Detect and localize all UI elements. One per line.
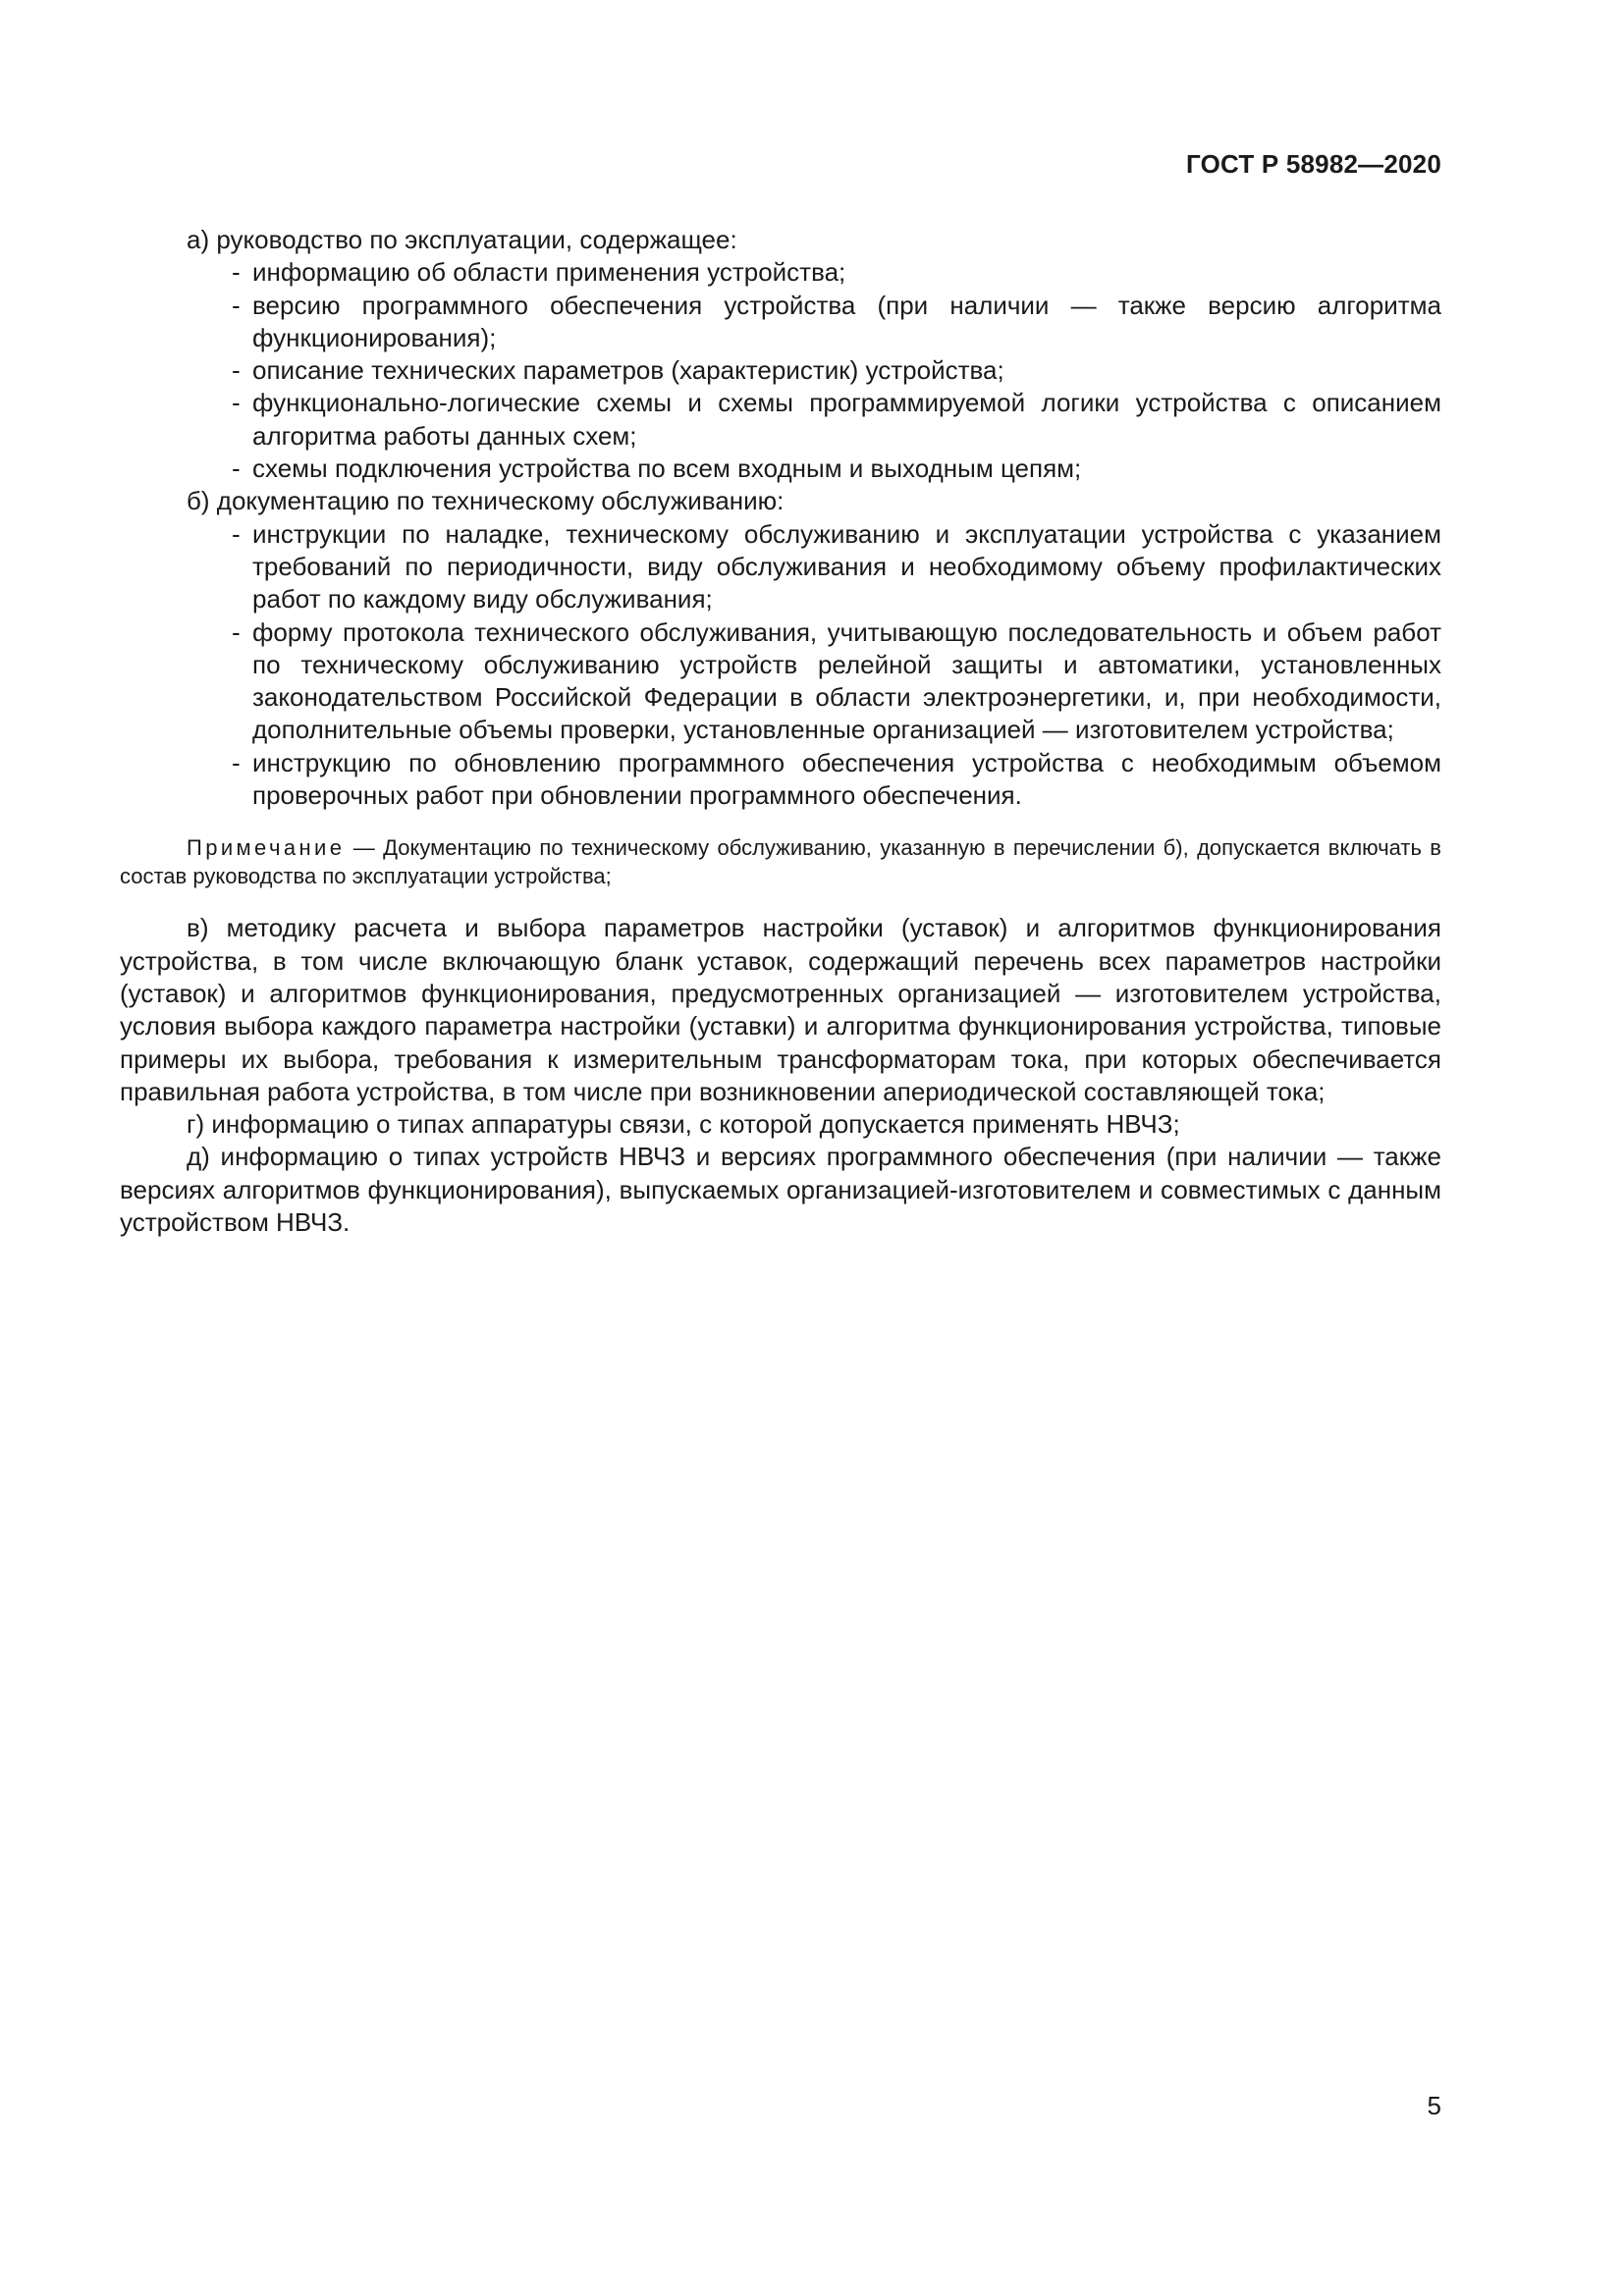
list-item-text: инструкцию по обновлению программного обеспечения устройства с необходимым объемом проверочных работ при обновлении программного обеспечения. [252,747,1441,811]
list-item-text: версию программного обеспечения устройства (при наличии — также версию алгоритма функционирования); [252,290,1441,352]
paragraph-v: в) методику расчета и выбора параметров настройки (уставок) и алгоритмов функционирования устройства, в том числе включающую бланк уставок, содержащий перечень всех параметров настройки (уставок) и алгоритмов функционирования, предусмотренных организацией — изготовителем устройства, условия выбора каждого параметра настройки (уставки) и алгоритма функционирования устройства, типовые примеры их выбора, требования к измерительным трансформаторам тока, при которых обеспечивается правильная работа устройства, в том числе при возникновении апериодической составляющей тока; [120,913,1441,1106]
page-number: 5 [1427,2091,1441,2120]
list-item [120,290,1441,355]
dash-marker: - [232,355,241,386]
list-item [120,354,1441,387]
list-item [120,453,1441,485]
document-header-standard-code: ГОСТ Р 58982—2020 [1186,149,1441,179]
dash-marker: - [232,257,241,288]
list-item [120,747,1441,813]
dash-marker: - [232,290,241,320]
dash-marker: - [232,388,241,418]
note [120,833,1441,890]
document-body [120,224,1441,1239]
note-text: — Документацию по техническому обслуживанию, указанную в перечислении б), допускается включать в состав руководства по эксплуатации устройства; [120,835,1441,889]
section-a [120,224,1441,485]
list-item-text: инструкции по наладке, техническому обслуживанию и эксплуатации устройства с указанием требований по периодичности, виду обслуживания и необходимому объему профилактических работ по каждому виду обслуживания; [252,518,1441,614]
paragraph-d: д) информацию о типах устройств НВЧЗ и версиях программного обеспечения (при наличии — также версиях алгоритмов функционирования), выпускаемых организацией-изготовителем и совместимых с данным устройством НВЧЗ. [120,1142,1441,1238]
section-a-heading: а) руководство по эксплуатации, содержащее: [187,225,737,254]
note-label: Примечание [187,835,346,861]
list-item [120,387,1441,453]
section-b [120,485,1441,812]
list-item-text: функционально-логические схемы и схемы программируемой логики устройства с описанием алгоритма работы данных схем; [252,388,1441,451]
list-item-text: форму протокола технического обслуживания, учитывающую последовательность и объем работ по техническому обслуживанию устройств релейной защиты и автоматики, установленных законодательством Российской Федерации в области электроэнергетики, и, при необходимости, дополнительные объемы проверки, установленные организацией — изготовителем устройства; [252,616,1441,745]
list-item [120,616,1441,747]
list-item-text: описание технических параметров (характеристик) устройства; [252,355,1004,386]
list-item [120,256,1441,289]
dash-marker: - [232,454,241,484]
section-b-heading: б) документацию по техническому обслуживанию: [187,486,785,516]
section-a-list [120,256,1441,485]
dash-marker: - [232,747,241,777]
section-b-list [120,518,1441,813]
dash-marker: - [232,616,241,647]
dash-marker: - [232,518,241,549]
list-item [120,518,1441,616]
list-item-text: схемы подключения устройства по всем входным и выходным цепям; [252,454,1082,484]
paragraph-g: г) информацию о типах аппаратуры связи, с которой допускается применять НВЧЗ; [187,1109,1180,1140]
list-item-text: информацию об области применения устройства; [252,257,846,288]
